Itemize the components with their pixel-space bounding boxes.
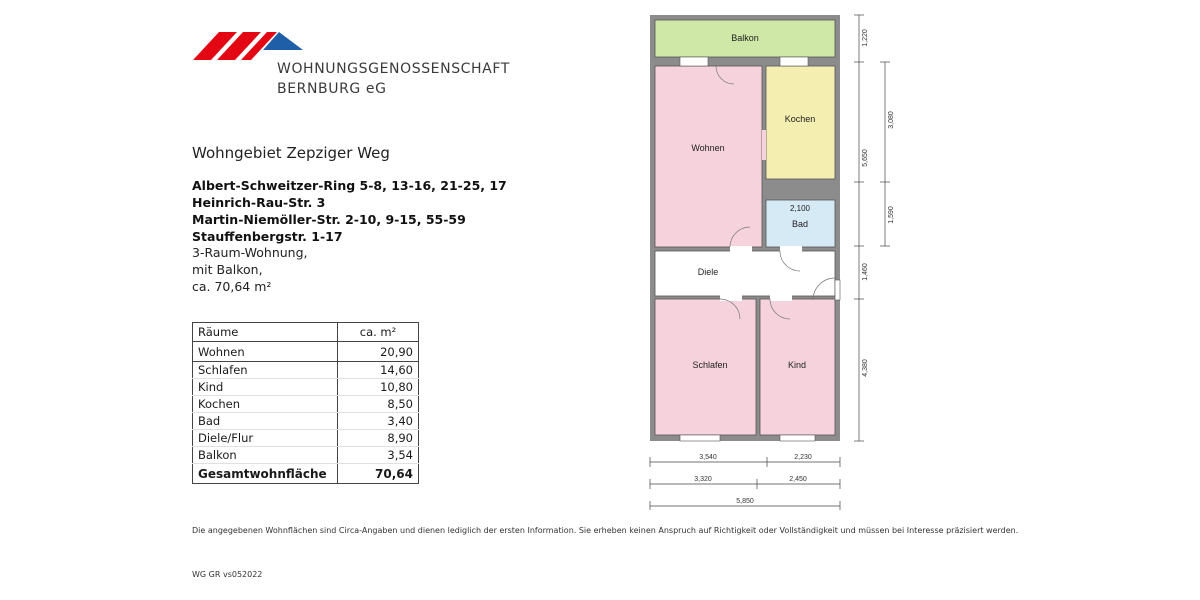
window <box>780 435 815 441</box>
label-wohnen: Wohnen <box>691 143 725 153</box>
total-label: Gesamtwohnfläche <box>193 464 338 484</box>
window <box>780 57 808 66</box>
company-logo <box>193 30 510 100</box>
label-bad: Bad <box>791 219 809 229</box>
table-total-row <box>193 464 419 484</box>
dim-balkon-depth: 1,220 <box>862 29 869 47</box>
area-title: Wohngebiet Zepziger Weg <box>192 144 390 162</box>
room-name: Balkon <box>193 447 338 464</box>
total-value: 70,64 <box>338 464 419 484</box>
entrance-door <box>835 280 840 300</box>
room-area: 14,60 <box>338 362 419 379</box>
room-name: Schlafen <box>193 362 338 379</box>
header-area: ca. m² <box>338 323 419 342</box>
dim-wohnen-width: 3,540 <box>699 454 717 461</box>
door-opening <box>720 295 742 301</box>
dim-kind-width: 2,450 <box>789 476 807 483</box>
label-kind: Kind <box>787 360 807 370</box>
dim-schlafen-depth: 4,380 <box>862 359 869 377</box>
room-name: Kochen <box>193 396 338 413</box>
header-room: Räume <box>193 323 338 342</box>
address-line: Albert-Schweitzer-Ring 5-8, 13-16, 21-25, 17 <box>192 178 507 193</box>
disclaimer-text: Die angegebenen Wohnflächen sind Circa-Angaben und dienen lediglich der ersten Information. Sie erheben keinen Anspruch auf Richtigkeit oder Vollständigkeit und müssen bei Interesse präzisiert werden. <box>192 526 1019 535</box>
room-name: Diele/Flur <box>193 430 338 447</box>
table-row <box>193 342 419 362</box>
door-opening <box>780 246 802 252</box>
window <box>680 435 720 441</box>
dim-diele-depth: 1,460 <box>862 263 869 281</box>
right-dimension-line <box>854 15 890 441</box>
label-schlafen: Schlafen <box>692 360 728 370</box>
table-row <box>193 362 419 379</box>
door-opening <box>730 246 752 252</box>
room-diele <box>655 251 835 296</box>
room-area: 8,50 <box>338 396 419 413</box>
room-name: Bad <box>193 413 338 430</box>
apartment-description <box>192 244 308 295</box>
address-list <box>192 177 507 245</box>
label-diele: Diele <box>697 267 719 277</box>
table-row <box>193 413 419 430</box>
door-opening <box>762 130 766 160</box>
label-balkon: Balkon <box>731 33 759 43</box>
address-line: Martin-Niemöller-Str. 2-10, 9-15, 55-59 <box>192 212 466 227</box>
room-area: 3,40 <box>338 413 419 430</box>
label-bad-dimension: 2,100 <box>789 204 811 213</box>
room-area: 3,54 <box>338 447 419 464</box>
label-kochen: Kochen <box>784 114 816 124</box>
address-line: Stauffenbergstr. 1-17 <box>192 229 343 244</box>
floor-plan <box>640 10 900 510</box>
room-name: Wohnen <box>193 342 338 362</box>
document-reference: WG GR vs052022 <box>192 570 263 579</box>
roof-logo-icon <box>193 30 308 60</box>
brand-location: BERNBURG eG <box>277 81 387 97</box>
table-row <box>193 430 419 447</box>
table-header-row <box>193 323 419 342</box>
room-area: 20,90 <box>338 342 419 362</box>
dim-total-width: 5,850 <box>736 498 754 505</box>
dim-schlafen-width: 3,320 <box>694 476 712 483</box>
description-line: mit Balkon, <box>192 262 263 277</box>
room-wohnen <box>655 66 762 247</box>
table-row <box>193 447 419 464</box>
window <box>680 57 708 66</box>
room-area: 8,90 <box>338 430 419 447</box>
dim-wohnen-depth: 5,650 <box>862 149 869 167</box>
dim-bad-depth: 1,590 <box>888 206 895 224</box>
table-row <box>193 396 419 413</box>
dim-kochen-depth: 3,080 <box>888 111 895 129</box>
description-line: ca. 70,64 m² <box>192 279 272 294</box>
door-opening <box>770 295 792 301</box>
room-name: Kind <box>193 379 338 396</box>
brand-name: WOHNUNGSGENOSSENSCHAFT <box>277 61 510 77</box>
table-row <box>193 379 419 396</box>
room-area: 10,80 <box>338 379 419 396</box>
dim-kochen-width: 2,230 <box>794 454 812 461</box>
description-line: 3-Raum-Wohnung, <box>192 245 308 260</box>
address-line: Heinrich-Rau-Str. 3 <box>192 195 326 210</box>
room-area-table <box>192 322 419 484</box>
